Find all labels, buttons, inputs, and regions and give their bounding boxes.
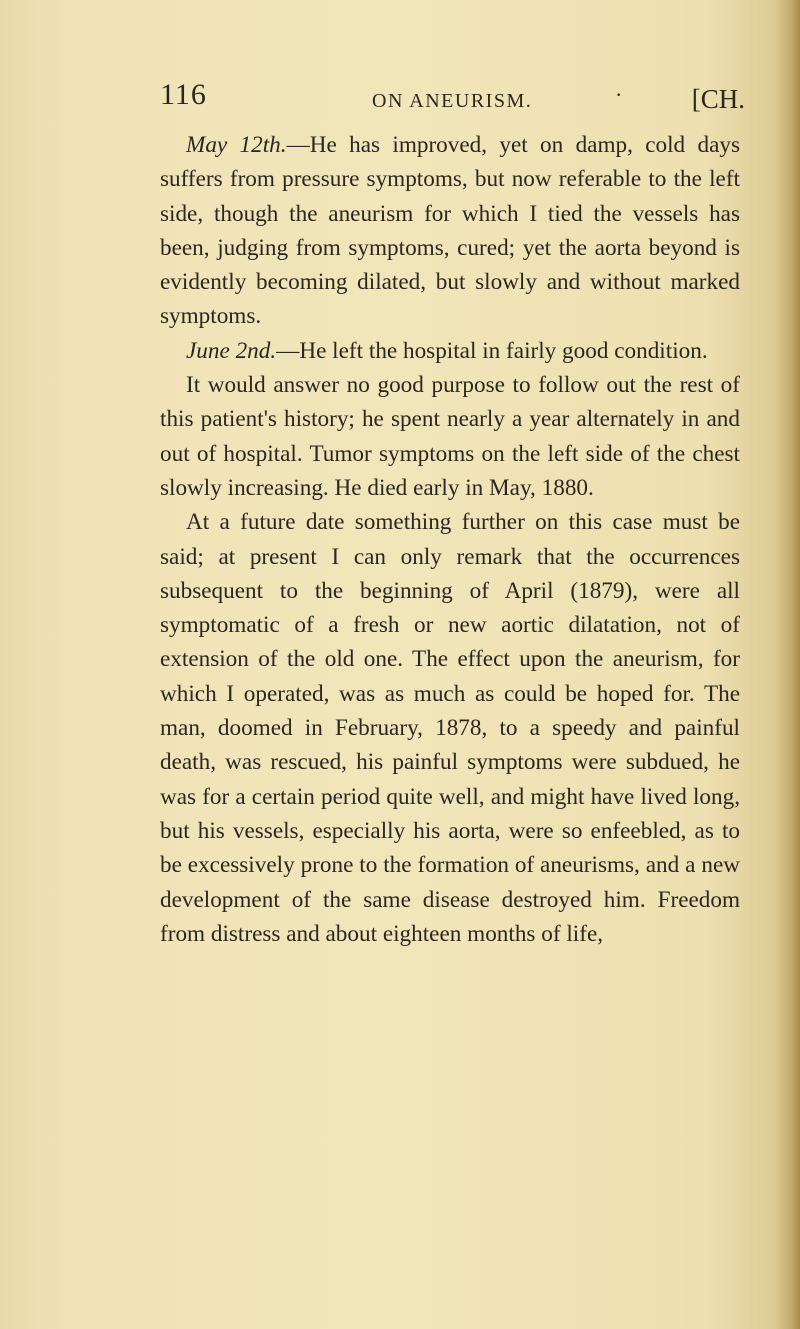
paragraph-june-2 (160, 334, 740, 368)
running-head (160, 78, 745, 118)
paragraph-history (160, 368, 740, 505)
chapter-marker: [CH. (691, 84, 745, 114)
page-number: 116 (160, 78, 207, 111)
page-edge-shadow (774, 0, 800, 1329)
paragraph-text: —He left the hospital in fairly good condition. (276, 337, 708, 364)
header-separator: · (615, 82, 623, 107)
paragraph-conclusion (160, 505, 740, 951)
paragraph-text: —He has improved, yet on damp, cold days suffers from pressure symptoms, but now referable to the left side, though the aneurism for which I tied the vessels has been, judging from symptoms, cured; yet the aorta beyond is evidently becoming dilated, but slowly and without marked symptoms. (160, 132, 740, 330)
running-title: ON ANEURISM. (372, 90, 533, 112)
body-text (160, 128, 740, 951)
paragraph-may-12 (160, 128, 740, 334)
entry-date: May 12th. (186, 132, 287, 158)
entry-date: June 2nd. (186, 337, 277, 364)
paragraph-text: It would answer no good purpose to follow out the rest of this patient's history; he spent nearly a year alternately in and out of hospital. Tumor symptoms on the left side of the chest slowly increasing. He died early in May, 1880. (160, 372, 740, 501)
paragraph-text: At a future date something further on this case must be said; at present I can only remark that the occurrences subsequent to the beginning of April (1879), were all symptomatic of a fresh or new aortic dilatation, not of extension of the old one. The effect upon the aneurism, for which I operated, was as much as could be hoped for. The man, doomed in February, 1878, to a speedy and painful death, was rescued, his painful symptoms were subdued, he was for a certain period quite well, and might have lived long, but his vessels, especially his aorta, were so enfeebled, as to be excessively prone to the formation of aneurisms, and a new development of the same disease destroyed him. Freedom from distress and about eighteen months of life, (160, 509, 740, 947)
